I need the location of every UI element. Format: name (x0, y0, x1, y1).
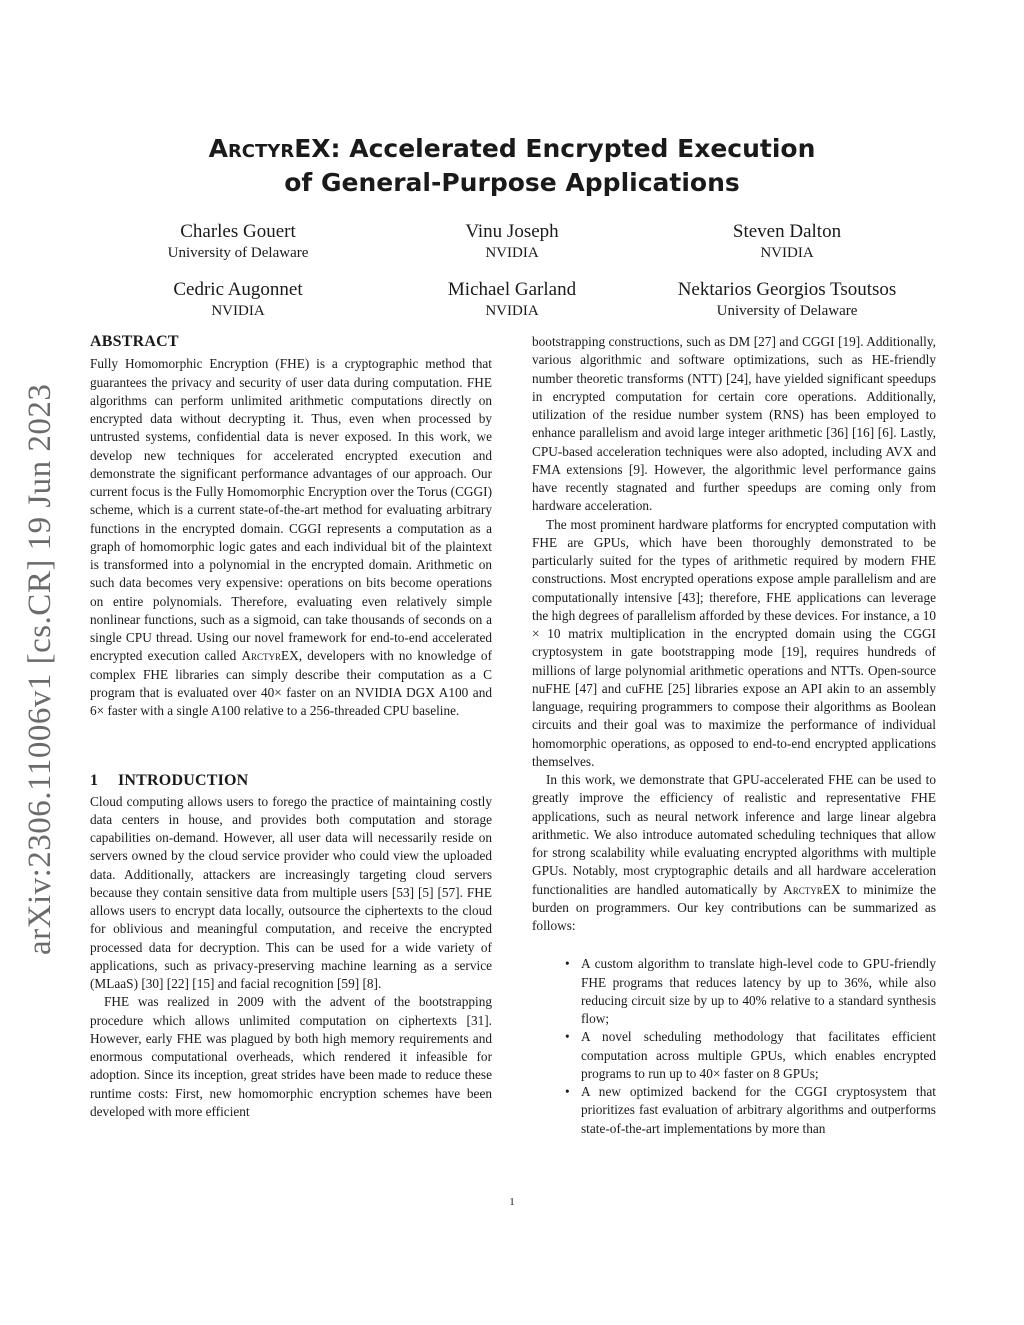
title-line-1-rest: EX: Accelerated Encrypted Execution (294, 134, 816, 163)
author-block (98, 221, 378, 263)
intro-system-name: Arctyr (783, 881, 823, 897)
author-affiliation: NVIDIA (485, 245, 539, 261)
list-item (565, 955, 936, 1028)
author-block (372, 279, 652, 321)
author-name: Vinu Joseph (465, 221, 559, 242)
bullet-icon: • (565, 1029, 570, 1045)
author-affiliation: University of Delaware (167, 245, 309, 261)
list-item-text: A new optimized backend for the CGGI cryptosystem that prioritizes fast evaluation of arbitrary algorithms and outperforms state-of-the-art implementations by more than (581, 1084, 936, 1136)
intro-paragraph-4: The most prominent hardware platforms for encrypted computation with FHE are GPUs, which have been thoroughly demonstrated to be particularly suited for the types of arithmetic required by modern FHE constructions. Most encrypted operations expose ample parallelism and are computationally intensive [43]; therefore, FHE applications can leverage the high degrees of parallelism afforded by these devices. For instance, a 10 × 10 matrix multiplication in the encrypted domain using the CGGI cryptosystem in gate bootstrapping mode [19], requires hundreds of millions of large polynomial arithmetic operations and NTTs. Open-source nuFHE [47] and cuFHE [25] libraries expose an API akin to an assembly language, requiring programmers to compose their algorithms as Boolean circuits and their goal was to maximize the performance of individual homomorphic operations, as opposed to end-to-end encrypted applications themselves. (532, 516, 936, 769)
section-number: 1 (90, 772, 99, 790)
author-affiliation: NVIDIA (211, 303, 265, 319)
author-affiliation: NVIDIA (760, 245, 814, 261)
list-item (565, 1028, 936, 1083)
author-name: Cedric Augonnet (173, 279, 303, 300)
intro-paragraph-5 (532, 771, 936, 935)
section-heading (90, 772, 492, 790)
author-affiliation: NVIDIA (485, 303, 539, 319)
abstract-heading: ABSTRACT (90, 333, 179, 350)
right-column (532, 333, 936, 1138)
title-line-2: of General-Purpose Applications (284, 168, 740, 197)
arxiv-identifier: arXiv:2306.11006v1 [cs.CR] 19 Jun 2023 (22, 383, 58, 955)
intro-paragraph-3: bootstrapping constructions, such as DM [27] and CGGI [19]. Additionally, various algorithmic and software optimizations, such as HE-friendly number theoretic transforms (NTT) [24], have yielded significant speedups in encrypted computation for certain core operations. Additionally, utilization of the residue number system (RNS) has been employed to enhance parallelism and avoid large integer arithmetic [36] [16] [6]. Lastly, CPU-based acceleration techniques were also adopted, including AVX and FMA extensions [9]. However, the algorithmic level performance gains have recently stagnated and further speedups are coming only from hardware acceleration. (532, 334, 936, 514)
abstract-text-a: Fully Homomorphic Encryption (FHE) is a cryptographic method that guarantees the privacy and security of user data during computation. FHE algorithms can perform unlimited arithmetic computations directly on encrypted data without decrypting it. Thus, even when processed by untrusted systems, confidential data is never exposed. In this work, we develop new techniques for accelerated encrypted execution and demonstrate the significant performance advantages of our approach. Our current focus is the Fully Homomorphic Encryption over the Torus (CGGI) scheme, which is a current state-of-the-art method for evaluating arbitrary functions in the encrypted domain. CGGI represents a computation as a graph of homomorphic logic gates and each individual bit of the plaintext is transformed into a polynomial in the encrypted domain. Arithmetic on such data becomes very expensive: operations on bits become operations on entire polynomials. Therefore, evaluating even relatively simple nonlinear functions, such as a sigmoid, can take thousands of seconds on a single CPU thread. Using our novel framework for end-to-end accelerated encrypted execution called (90, 356, 492, 664)
author-name: Steven Dalton (732, 221, 842, 242)
intro-p5-text-b: EX to minimize the burden on programmers. Our key contributions can be summarized as follows: (532, 881, 936, 933)
abstract-paragraph (90, 355, 492, 720)
title-line-1 (120, 132, 904, 166)
left-column (90, 333, 492, 1121)
intro-p5-text-a: In this work, we demonstrate that GPU-accelerated FHE can be used to greatly improve the efficiency of realistic and representative FHE applications, such as neural network inference and large linear algebra arithmetic. We also introduce automated scheduling techniques that allow for strong scalability while evaluating encrypted algorithms with multiple GPUs. Notably, most cryptographic details and all hardware acceleration functionalities are handled automatically by (532, 772, 936, 897)
author-affiliation: University of Delaware (716, 303, 858, 319)
paper-title (120, 132, 904, 200)
author-block (98, 279, 378, 321)
title-system-name: Arctyr (208, 134, 295, 163)
author-name: Charles Gouert (180, 221, 296, 242)
abstract-system-name: Arctyr (241, 648, 282, 664)
author-block (647, 221, 927, 263)
author-name: Michael Garland (447, 279, 577, 300)
abstract-text-b: EX, developers with no knowledge of complex FHE libraries can simply describe their computation as a C program that is evaluated over 40× faster on an NVIDIA DGX A100 and 6× faster with a single A100 relative to a 256-threaded CPU baseline. (90, 648, 493, 718)
bullet-icon: • (565, 956, 570, 972)
intro-paragraph-2: FHE was realized in 2009 with the advent of the bootstrapping procedure which allows unlimited computation on ciphertexts [31]. However, early FHE was plagued by both high memory requirements and enormous computational overheads, which rendered it infeasible for adoption. Since its inception, great strides have been made to reduce these runtime costs: First, new homomorphic encryption schemes have been developed with more efficient (90, 994, 492, 1119)
author-block (372, 221, 652, 263)
intro-paragraph-1: Cloud computing allows users to forego the practice of maintaining costly data centers in house, and provides both computation and storage capabilities on-demand. However, all user data will necessarily reside on servers owned by the cloud service provider who could view the uploaded data. Additionally, attackers are increasingly targeting cloud servers because they contain sensitive data from multiple users [53] [5] [57]. FHE allows users to encrypt data locally, outsource the ciphertexts to the cloud for oblivious and meaningful computation, and receive the encrypted processed data for decryption. This can be used for a wide variety of applications, such as privacy-preserving machine learning as a service (MLaaS) [30] [22] [15] and facial recognition [59] [8]. (90, 793, 492, 991)
contributions-list (532, 955, 936, 1138)
author-block (632, 279, 942, 321)
list-item-text: A novel scheduling methodology that facilitates efficient computation across multiple GPUs, which enables encrypted programs to run up to 40× faster on 8 GPUs; (581, 1029, 936, 1081)
page-number: 1 (509, 1196, 515, 1208)
section-title: INTRODUCTION (118, 772, 249, 790)
author-name: Nektarios Georgios Tsoutsos (677, 279, 897, 300)
list-item-text: A custom algorithm to translate high-level code to GPU-friendly FHE programs that reduces latency by up to 36%, while also reducing circuit size by up to 40% relative to a standard synthesis flow; (581, 956, 936, 1026)
bullet-icon: • (565, 1084, 570, 1099)
list-item (565, 1083, 936, 1138)
